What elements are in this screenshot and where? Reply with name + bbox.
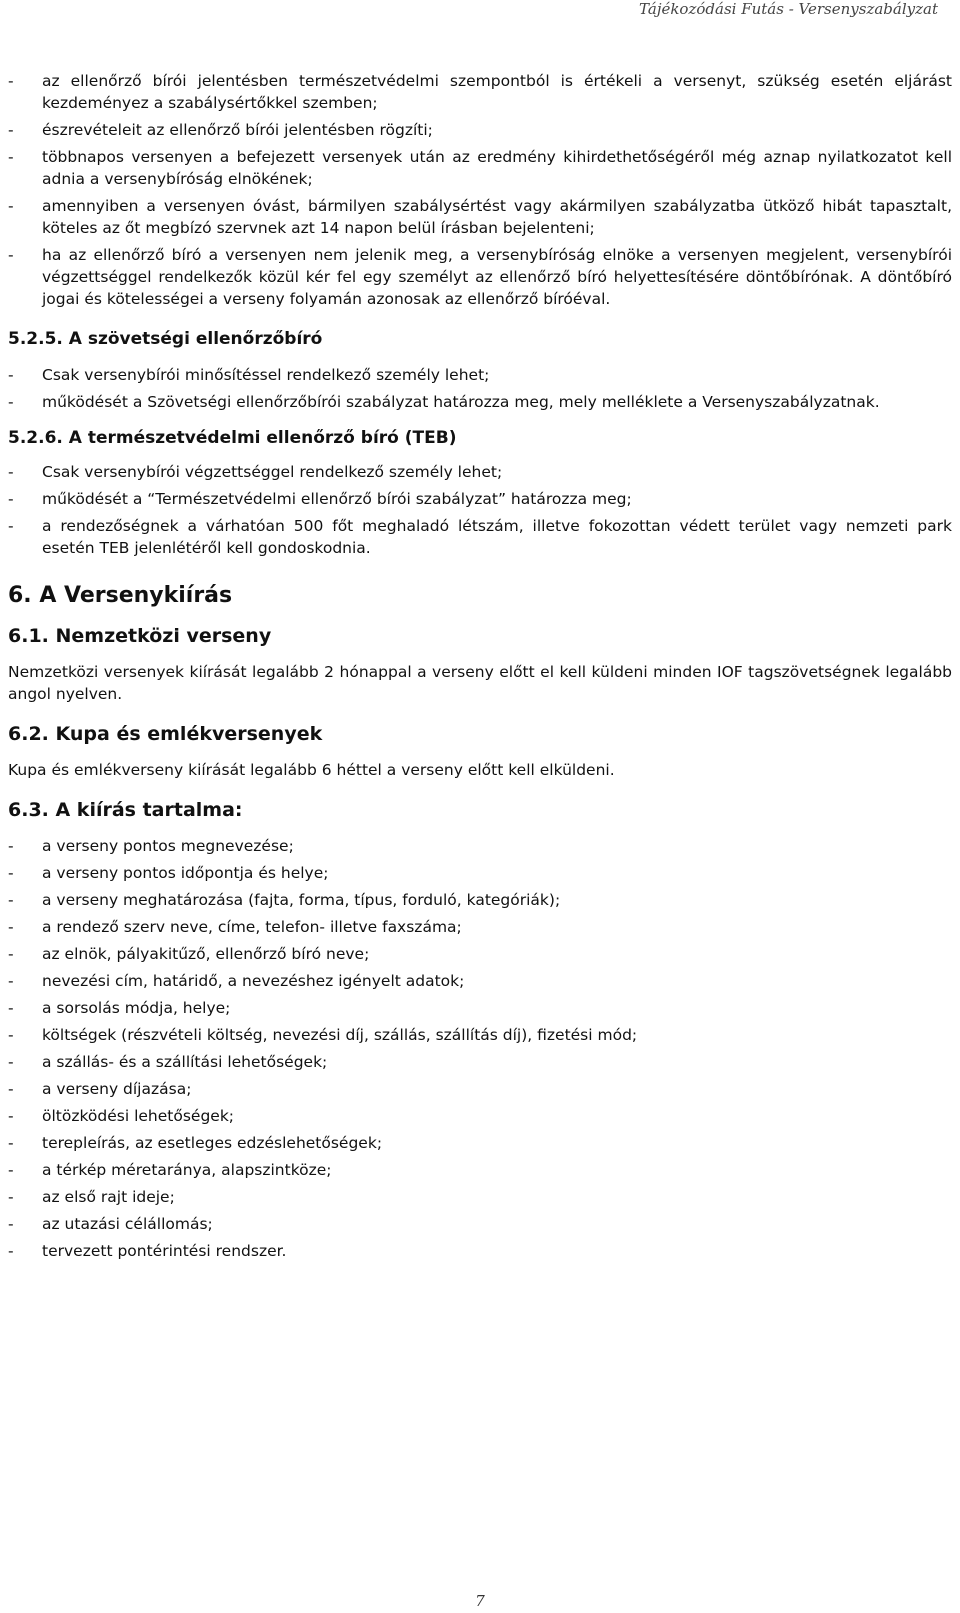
section-heading-6: 6. A Versenykiírás (8, 583, 233, 608)
list-item: - a verseny pontos megnevezése; (8, 837, 294, 855)
list-item: - a sorsolás módja, helye; (8, 999, 231, 1017)
list-item: - a szállás- és a szállítási lehetőségek; (8, 1053, 328, 1071)
section-heading-6-1: 6.1. Nemzetközi verseny (8, 625, 272, 647)
list-item: - működését a “Természetvédelmi ellenőrző bírói szabályzat” határozza meg; (8, 490, 632, 508)
teb-list (8, 461, 952, 559)
list-item: - az utazási célállomás; (8, 1215, 213, 1233)
ellenorzo-duties-list (8, 70, 952, 310)
kiiras-tartalma-list (8, 835, 952, 1262)
kupa-paragraph: Kupa és emlékverseny kiírását legalább 6 héttel a verseny előtt kell elküldeni. (8, 761, 615, 779)
list-item: - a térkép méretaránya, alapszintköze; (8, 1161, 332, 1179)
section-heading-6-2: 6.2. Kupa és emlékversenyek (8, 723, 323, 745)
szovetsegi-list (8, 364, 952, 413)
list-item: - nevezési cím, határidő, a nevezéshez igényelt adatok; (8, 972, 465, 990)
list-item: - észrevételeit az ellenőrző bírói jelentésben rögzíti; (8, 121, 433, 139)
list-item: - többnapos versenyen a befejezett versenyek után az eredmény kihirdethetőségéről még aznap nyilatkozatot kell adnia a versenybíróság elnökének; (8, 148, 952, 188)
list-item: - a rendezőségnek a várhatóan 500 főt meghaladó létszám, illetve fokozottan védett terület vagy nemzeti park esetén TEB jelenlétéről kell gondoskodnia. (8, 517, 952, 557)
list-item: - öltözködési lehetőségek; (8, 1107, 235, 1125)
list-item: - működését a Szövetségi ellenőrzőbírói szabályzat határozza meg, mely melléklete a Versenyszabályzatnak. (8, 393, 880, 411)
nemzetkozi-paragraph: Nemzetközi versenyek kiírását legalább 2 hónappal a verseny előtt el kell küldeni minden IOF tagszövetségnek legalább angol nyelven. (8, 663, 952, 703)
page-number: 7 (475, 1592, 485, 1610)
page-content (8, 70, 952, 1267)
list-item: - ha az ellenőrző bíró a versenyen nem jelenik meg, a versenybíróság elnöke a versenyen megjelent, versenybírói végzettséggel rendelkezők közül kér fel egy személyt az ellenőrző bíró helyettesítésére döntőbírónak. A döntőbíró jogai és kötelességei a verseny folyamán azonosak az ellenőrző bíróéval. (8, 246, 952, 308)
list-item: - Csak versenybírói végzettséggel rendelkező személy lehet; (8, 463, 503, 481)
list-item: - Csak versenybírói minősítéssel rendelkező személy lehet; (8, 366, 490, 384)
section-heading-6-3: 6.3. A kiírás tartalma: (8, 799, 243, 821)
list-item: - költségek (részvételi költség, nevezési díj, szállás, szállítás díj), fizetési mód; (8, 1026, 638, 1044)
running-header: Tájékozódási Futás - Versenyszabályzat (639, 0, 938, 18)
list-item: - tervezett pontérintési rendszer. (8, 1242, 287, 1260)
list-item: - az ellenőrző bírói jelentésben természetvédelmi szempontból is értékeli a versenyt, szükség esetén eljárást kezdeményez a szabálysértőkkel szemben; (8, 72, 952, 112)
list-item: - terepleírás, az esetleges edzéslehetőségek; (8, 1134, 383, 1152)
list-item: - az elnök, pályakitűző, ellenőrző bíró neve; (8, 945, 370, 963)
list-item: - a verseny pontos időpontja és helye; (8, 864, 329, 882)
list-item: - a rendező szerv neve, címe, telefon- illetve faxszáma; (8, 918, 462, 936)
section-heading-5-2-6: 5.2.6. A természetvédelmi ellenőrző bíró (TEB) (8, 428, 457, 448)
section-heading-5-2-5: 5.2.5. A szövetségi ellenőrzőbíró (8, 329, 323, 349)
list-item: - az első rajt ideje; (8, 1188, 175, 1206)
list-item: - amennyiben a versenyen óvást, bármilyen szabálysértést vagy akármilyen szabályzatba ütköző hibát tapasztalt, köteles az őt megbízó szervnek azt 14 napon belül írásban bejelenteni; (8, 197, 952, 237)
list-item: - a verseny meghatározása (fajta, forma, típus, forduló, kategóriák); (8, 891, 561, 909)
list-item: - a verseny díjazása; (8, 1080, 192, 1098)
